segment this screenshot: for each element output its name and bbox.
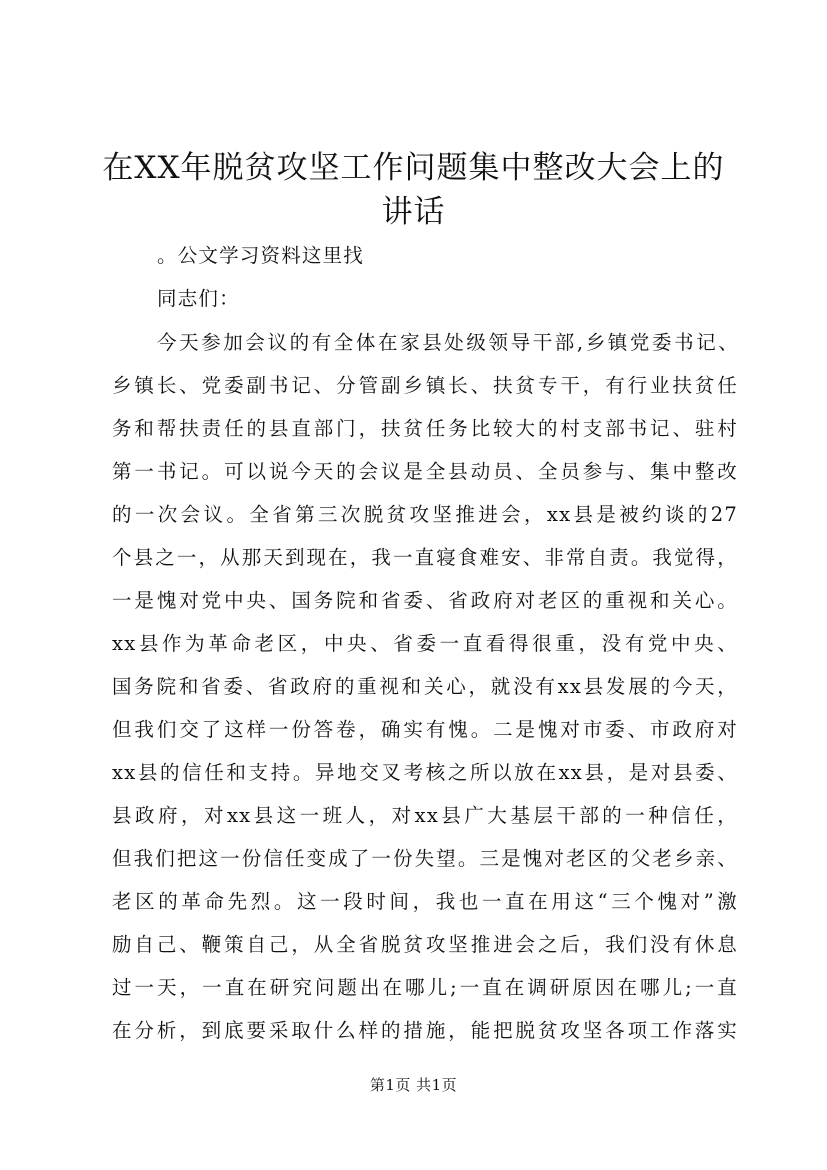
page-number-footer: 第1页 共1页 (369, 1076, 458, 1094)
body-line: 但我们把这一份信任变成了一份失望。三是愧对老区的父老乡亲、 (112, 847, 738, 870)
document-title-line-2: 讲话 (381, 194, 446, 230)
salutation: 同志们： (157, 287, 240, 310)
source-note: 。公文学习资料这里找 (157, 244, 365, 267)
body-line: 务和帮扶责任的县直部门，扶贫任务比较大的村支部书记、驻村 (112, 417, 738, 440)
body-line: 一是愧对党中央、国务院和省委、省政府对老区的重视和关心。 (112, 589, 738, 612)
body-line: 过一天，一直在研究问题出在哪儿;一直在调研原因在哪儿;一直 (112, 976, 738, 999)
body-line: 老区的革命先烈。这一段时间，我也一直在用这“三个愧对”激 (112, 890, 738, 913)
body-line: xx县作为革命老区，中央、省委一直看得很重，没有党中央、 (112, 632, 738, 655)
body-line: 的一次会议。全省第三次脱贫攻坚推进会，xx县是被约谈的27 (112, 503, 738, 526)
body-line: 第一书记。可以说今天的会议是全县动员、全员参与、集中整改 (112, 460, 738, 483)
body-line: 励自己、鞭策自己，从全省脱贫攻坚推进会之后，我们没有休息 (112, 933, 738, 956)
body-line: 乡镇长、党委副书记、分管副乡镇长、扶贫专干，有行业扶贫任 (112, 374, 738, 397)
body-line: 但我们交了这样一份答卷，确实有愧。二是愧对市委、市政府对 (112, 718, 738, 741)
body-line: xx县的信任和支持。异地交叉考核之所以放在xx县，是对县委、 (112, 761, 738, 784)
body-line: 个县之一，从那天到现在，我一直寝食难安、非常自责。我觉得， (112, 546, 738, 569)
body-line: 今天参加会议的有全体在家县处级领导干部,乡镇党委书记、 (157, 331, 739, 354)
body-line: 国务院和省委、省政府的重视和关心，就没有xx县发展的今天， (112, 675, 738, 698)
body-line: 县政府，对xx县这一班人，对xx县广大基层干部的一种信任， (112, 804, 738, 827)
body-line: 在分析，到底要采取什么样的措施，能把脱贫攻坚各项工作落实 (112, 1019, 738, 1042)
document-title-line-1: 在XX年脱贫攻坚工作问题集中整改大会上的 (102, 150, 725, 186)
